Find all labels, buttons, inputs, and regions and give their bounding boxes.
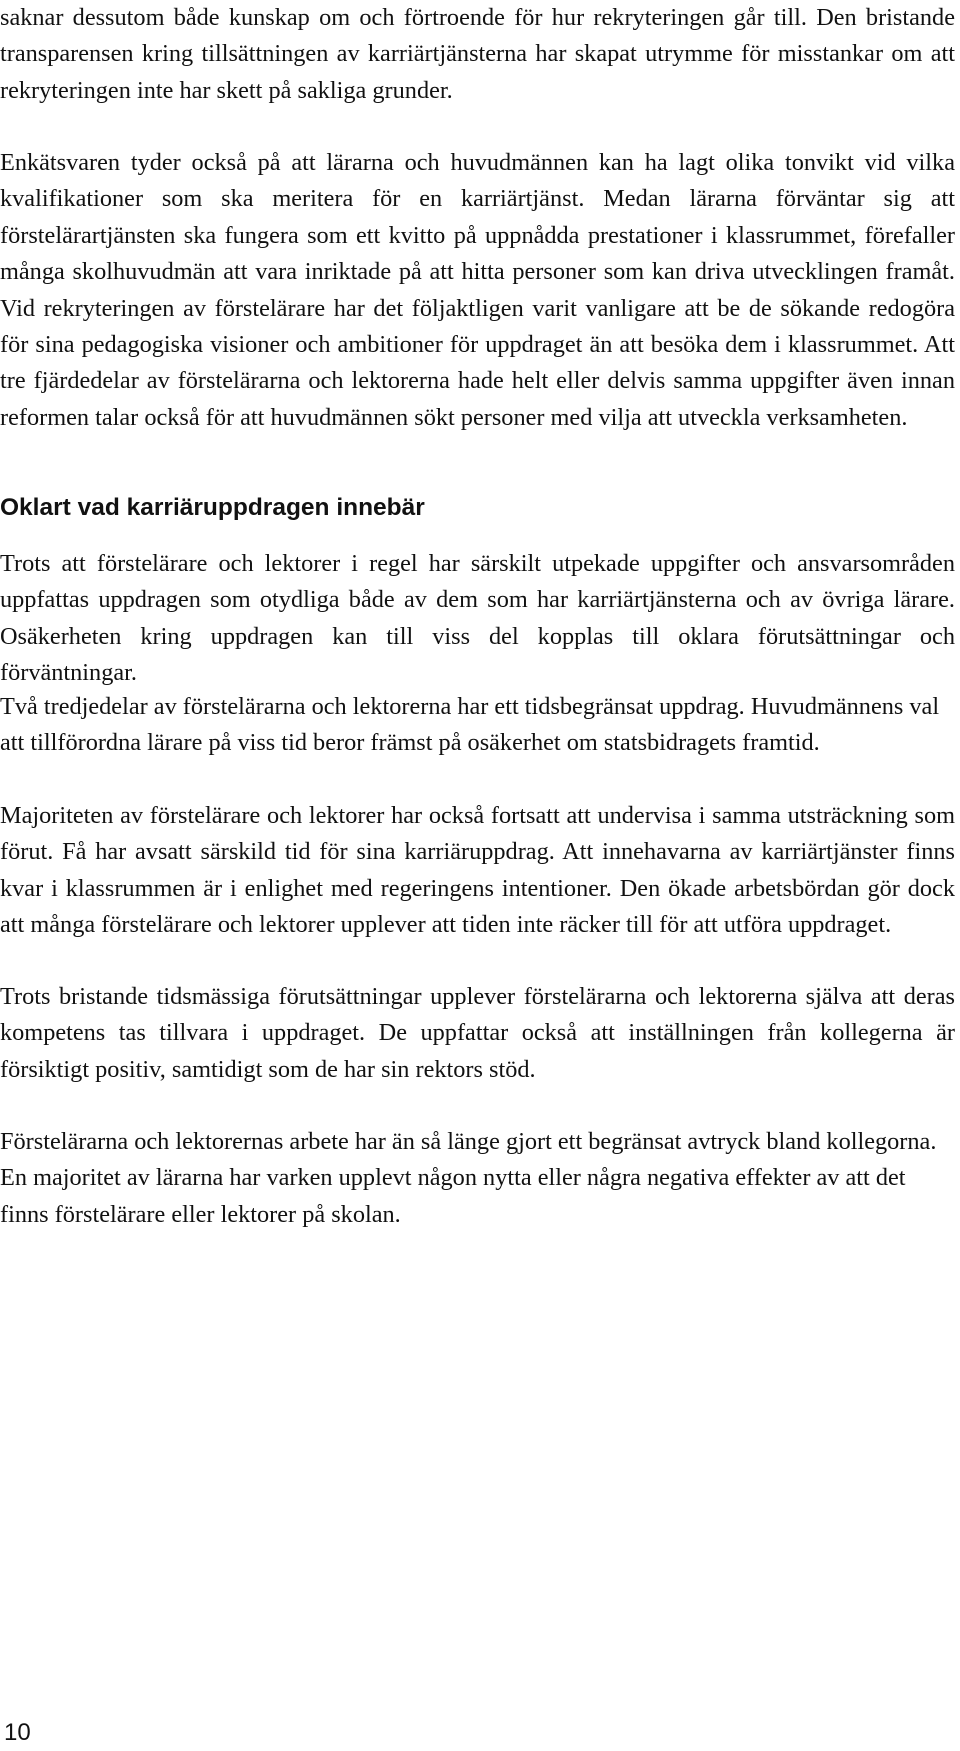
page-number: 10	[4, 1719, 31, 1746]
paragraph-limited-impact: Förstelärarna och lektorernas arbete har än så länge gjort ett begränsat avtryck bland kollegorna. En majoritet av lärarna har varken upplevt någon nytta eller några negativa effekter av att det finns förstelärare eller lektorer på skolan.	[0, 1128, 937, 1228]
paragraph-unclear-assignments: Trots att förstelärare och lektorer i regel har särskilt utpekade uppgifter och ansvarsområden uppfattas uppdragen som otydliga både av dem som har karriärtjänsterna och av övriga lärare. Osäkerheten kring uppdragen kan till viss del kopplas till oklara förutsättningar och förväntningar.	[0, 550, 955, 687]
section-heading: Oklart vad karriäruppdragen innebär	[0, 494, 425, 521]
paragraph-survey-qualifications: Enkätsvaren tyder också på att lärarna och huvudmännen kan ha lagt olika tonvikt vid vilka kvalifikationer som ska meritera för en karriärtjänst. Medan lärarna förväntar sig att förstelärartjänsten ska fungera som ett kvitto på uppnådda prestationer i klassrummet, förefaller många skolhuvudmän att vara inriktade på att hitta personer som kan driva utvecklingen framåt. Vid rekryteringen av förstelärare har det följaktligen varit vanligare att be de sökande redogöra för sina pedagogiska visioner och ambitioner för uppdraget än att besöka dem i klassrummet. Att tre fjärdedelar av förstelärarna och lektorerna hade helt eller delvis samma uppgifter även innan reformen talar också för att huvudmännen sökt personer med vilja att utveckla verksamheten.	[0, 149, 955, 431]
paragraph-teaching-workload: Majoriteten av förstelärare och lektorer har också fortsatt att undervisa i samma utsträckning som förut. Få har avsatt särskild tid för sina karriäruppdrag. Att innehavarna av karriärtjänster finns kvar i klassrummen är i enlighet med regeringens intentioner. Den ökade arbetsbördan gör dock att många förstelärare och lektorer upplever att tiden inte räcker till för att utföra uppdraget.	[0, 802, 955, 939]
paragraph-recruitment-transparency: saknar dessutom både kunskap om och förtroende för hur rekryteringen går till. Den bristande transparensen kring tillsättningen av karriärtjänsterna har skapat utrymme för misstankar om att rekryteringen inte har skett på sakliga grunder.	[0, 4, 955, 104]
paragraph-competence-used: Trots bristande tidsmässiga förutsättningar upplever förstelärarna och lektorerna själva att deras kompetens tas tillvara i uppdraget. De uppfattar också att inställningen från kollegerna är försiktigt positiv, samtidigt som de har sin rektors stöd.	[0, 983, 955, 1083]
paragraph-temporary-assignments: Två tredjedelar av förstelärarna och lektorerna har ett tidsbegränsat uppdrag. Huvudmännens val att tillförordna lärare på viss tid beror främst på osäkerhet om statsbidragets framtid.	[0, 693, 940, 757]
